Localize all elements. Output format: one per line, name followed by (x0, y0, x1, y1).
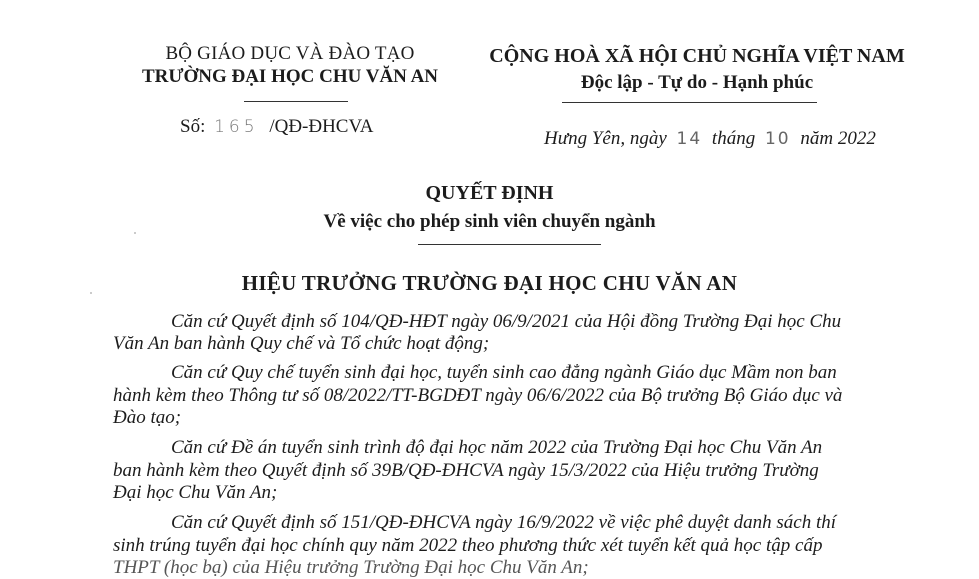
body-line: Căn cứ Quy chế tuyển sinh đại học, tuyển sinh cao đẳng ngành Giáo dục Mầm non ban (171, 362, 837, 383)
rector-heading: HIỆU TRƯỞNG TRƯỜNG ĐẠI HỌC CHU VĂN AN (241, 271, 738, 295)
body-line: Văn An ban hành Quy chế và Tổ chức hoạt động; (113, 333, 490, 354)
number-prefix: Số: (180, 116, 206, 137)
date-month-label: tháng (711, 128, 756, 149)
body-line: Đào tạo; (113, 407, 182, 428)
scan-speck (90, 292, 92, 294)
scan-speck (134, 232, 136, 234)
body-line: Căn cứ Quyết định số 104/QĐ-HĐT ngày 06/9/2021 của Hội đồng Trường Đại học Chu (171, 311, 842, 332)
body-line: Căn cứ Quyết định số 151/QĐ-ĐHCVA ngày 16/9/2022 về việc phê duyệt danh sách thí (171, 512, 837, 533)
body-line: Căn cứ Đề án tuyển sinh trình độ đại học năm 2022 của Trường Đại học Chu Văn An (171, 437, 823, 458)
ministry-name: BỘ GIÁO DỤC VÀ ĐÀO TẠO (165, 43, 415, 64)
place-and-date (544, 128, 876, 150)
school-name: TRƯỜNG ĐẠI HỌC CHU VĂN AN (141, 66, 439, 87)
subject-divider (418, 244, 601, 245)
body-line: ban hành kèm theo Quyết định số 39B/QĐ-ĐHCVA ngày 15/3/2022 của Hiệu trưởng Trường (113, 460, 819, 481)
date-year: năm 2022 (800, 128, 876, 149)
decision-title: QUYẾT ĐỊNH (425, 182, 554, 204)
body-line: Đại học Chu Văn An; (113, 482, 278, 503)
left-header-divider (244, 101, 348, 102)
body-line: hành kèm theo Thông tư số 08/2022/TT-BGDĐT ngày 06/6/2022 của Bộ trưởng Bộ Giáo dục và (113, 385, 843, 406)
republic-name: CỘNG HOÀ XÃ HỘI CHỦ NGHĨA VIỆT NAM (489, 45, 905, 67)
handwritten-month: 10 (764, 129, 791, 149)
body-line-cutoff: THPT (học bạ) của Hiệu trưởng Trường Đại học Chu Văn An; (113, 557, 589, 578)
document-number (180, 116, 373, 138)
body-line: sinh trúng tuyển đại học chính quy năm 2022 theo phương thức xét tuyển kết quả học tập cấp (113, 535, 823, 556)
date-place: Hưng Yên, ngày (544, 128, 667, 149)
right-header-divider (562, 102, 817, 103)
handwritten-day: 14 (676, 129, 703, 149)
number-suffix: /QĐ-ĐHCVA (269, 116, 374, 137)
national-motto: Độc lập - Tự do - Hạnh phúc (580, 72, 814, 93)
handwritten-number: 165 (214, 117, 259, 137)
decision-subject: Về việc cho phép sinh viên chuyển ngành (323, 211, 656, 232)
